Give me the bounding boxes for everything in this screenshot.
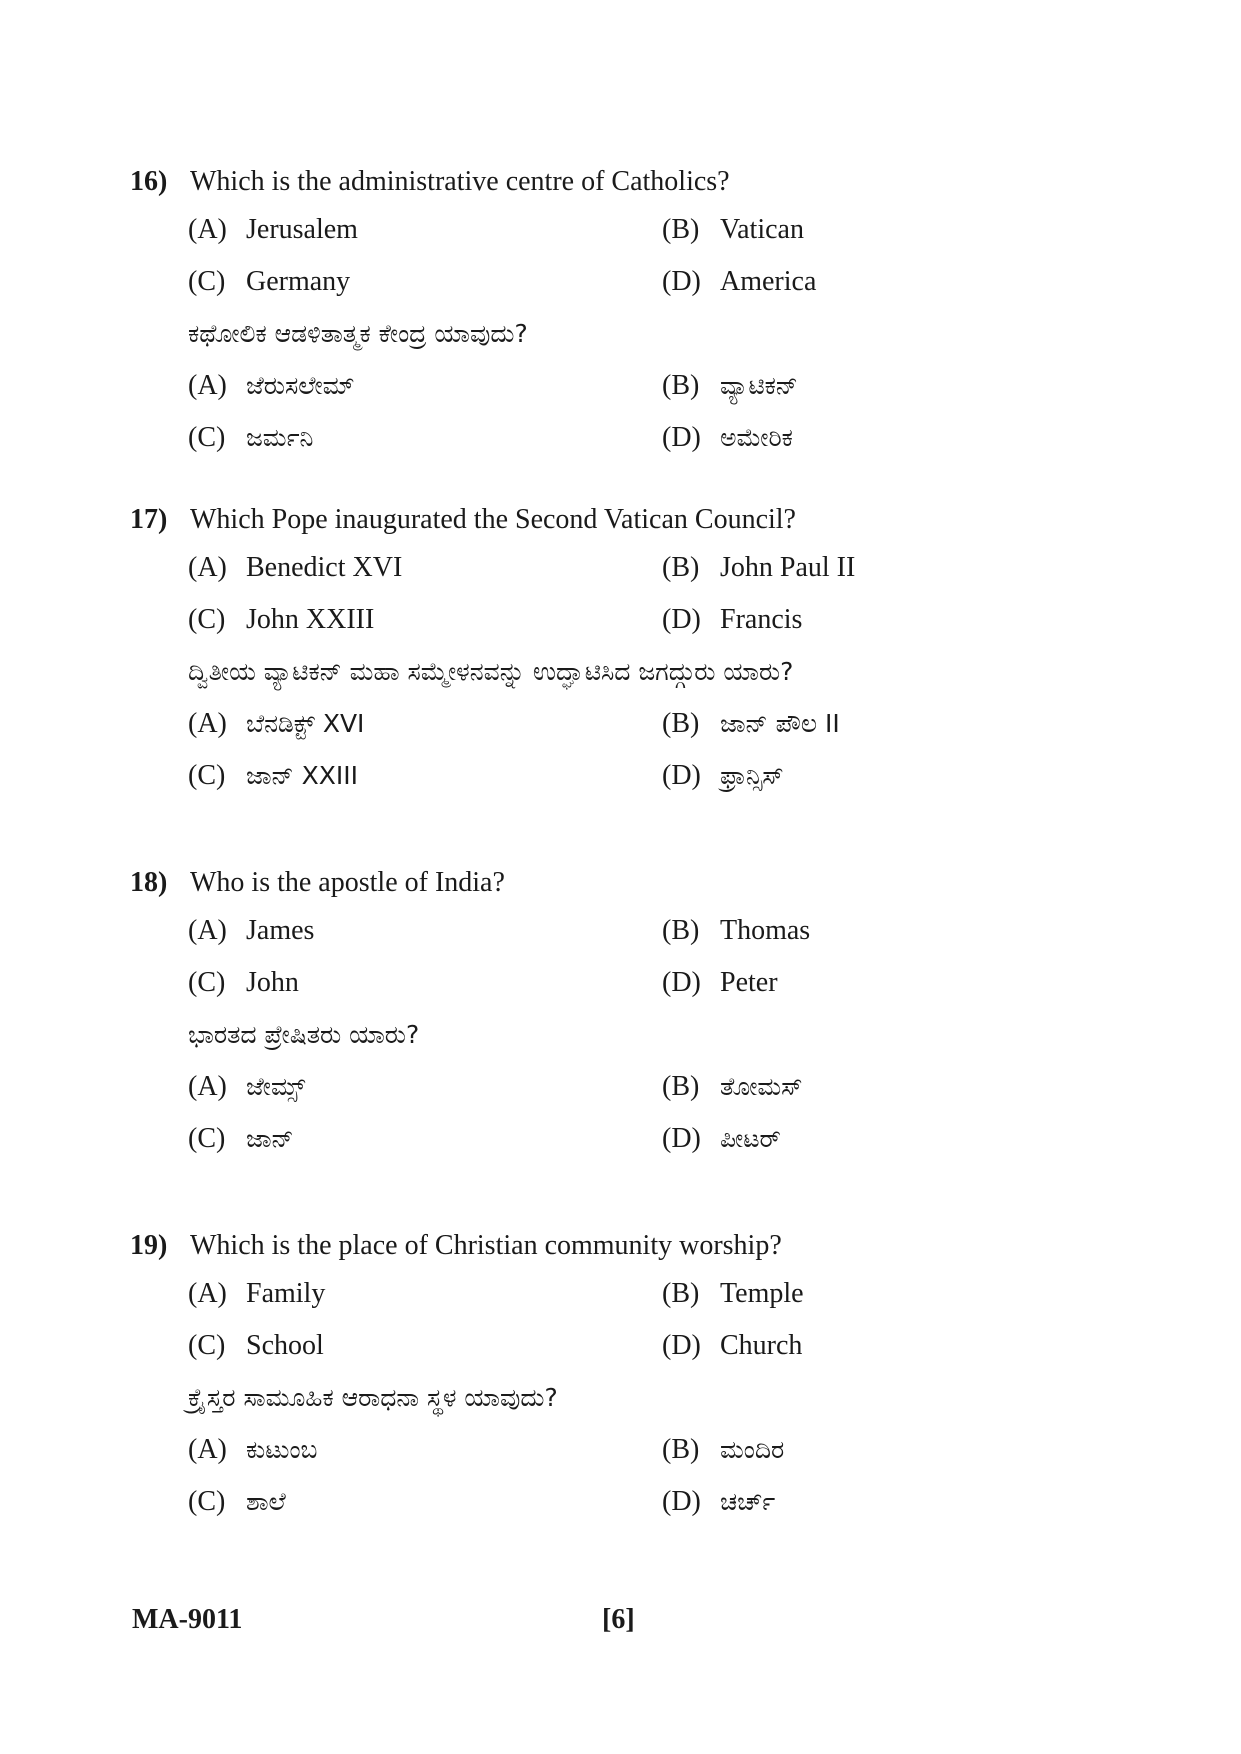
options-row — [130, 1268, 1130, 1320]
question-text-kannada: ದ್ವಿತೀಯ ವ್ಯಾಟಿಕನ್ ಮಹಾ ಸಮ್ಮೇಳನವನ್ನು ಉದ್ಘಾಟಿಸಿದ ಜಗದ್ಗುರು ಯಾರು? — [188, 657, 794, 686]
question-number: 18) — [130, 867, 168, 898]
option-b-kannada: (B) ತೋಮಸ್ — [662, 1071, 803, 1102]
option-c: (C) John XXIII — [188, 604, 375, 635]
option-c: (C) John — [188, 967, 299, 998]
paper-code: MA-9011 — [132, 1604, 243, 1635]
options-row-kannada — [130, 1113, 1130, 1165]
question-stem — [130, 160, 1130, 204]
page-number: [6] — [602, 1604, 635, 1635]
option-d: (D) Francis — [662, 604, 803, 635]
option-d-kannada: (D) ಅಮೇರಿಕ — [662, 422, 793, 453]
option-b-kannada: (B) ವ್ಯಾಟಿಕನ್ — [662, 370, 798, 401]
option-b: (B) Thomas — [662, 915, 811, 946]
question-text-kannada: ಕಥೋಲಿಕ ಆಡಳಿತಾತ್ಮಕ ಕೇಂದ್ರ ಯಾವುದು? — [188, 319, 528, 348]
option-b-kannada: (B) ಜಾನ್ ಪೌಲ II — [662, 708, 840, 739]
options-row — [130, 542, 1130, 594]
question-stem — [130, 1224, 1130, 1268]
options-row — [130, 256, 1130, 308]
option-a: (A) James — [188, 915, 315, 946]
option-d: (D) Peter — [662, 967, 778, 998]
option-c-kannada: (C) ಜಾನ್ — [188, 1123, 294, 1154]
question-17 — [130, 498, 1130, 802]
question-number: 17) — [130, 504, 168, 535]
option-c-kannada: (C) ಜರ್ಮನಿ — [188, 422, 314, 453]
options-row-kannada — [130, 1424, 1130, 1476]
option-d-kannada: (D) ಚರ್ಚ್ — [662, 1486, 776, 1517]
option-c: (C) Germany — [188, 266, 351, 297]
question-number: 19) — [130, 1230, 168, 1261]
question-16 — [130, 160, 1130, 464]
question-text-kannada: ಭಾರತದ ಪ್ರೇಷಿತರು ಯಾರು? — [188, 1020, 420, 1049]
option-c: (C) School — [188, 1330, 324, 1361]
question-text: Which is the place of Christian community worship? — [190, 1230, 782, 1261]
page-footer — [130, 1600, 1130, 1640]
question-text: Which Pope inaugurated the Second Vatican Council? — [190, 504, 796, 535]
options-row — [130, 957, 1130, 1009]
options-row-kannada — [130, 698, 1130, 750]
question-stem — [130, 498, 1130, 542]
options-row-kannada — [130, 360, 1130, 412]
question-number: 16) — [130, 166, 168, 197]
question-text: Who is the apostle of India? — [190, 867, 505, 898]
option-a-kannada: (A) ಜೆರುಸಲೇಮ್ — [188, 370, 355, 401]
option-a: (A) Benedict XVI — [188, 552, 403, 583]
options-row-kannada — [130, 412, 1130, 464]
option-b: (B) John Paul II — [662, 552, 856, 583]
options-row — [130, 594, 1130, 646]
option-c-kannada: (C) ಜಾನ್ XXIII — [188, 760, 358, 791]
question-text-kannada: ಕ್ರೈಸ್ತರ ಸಾಮೂಹಿಕ ಆರಾಧನಾ ಸ್ಥಳ ಯಾವುದು? — [188, 1383, 558, 1412]
option-a: (A) Jerusalem — [188, 214, 358, 245]
option-d-kannada: (D) ಪೀಟರ್ — [662, 1123, 781, 1154]
option-c-kannada: (C) ಶಾಲೆ — [188, 1486, 286, 1517]
option-d: (D) Church — [662, 1330, 803, 1361]
option-b: (B) Vatican — [662, 214, 804, 245]
option-a-kannada: (A) ಬೆನಡಿಕ್ಟ್ XVI — [188, 708, 365, 739]
option-a-kannada: (A) ಜೇಮ್ಸ್ — [188, 1071, 306, 1102]
option-b-kannada: (B) ಮಂದಿರ — [662, 1434, 785, 1465]
option-a: (A) Family — [188, 1278, 326, 1309]
options-row — [130, 204, 1130, 256]
option-d: (D) America — [662, 266, 817, 297]
question-19 — [130, 1224, 1130, 1528]
options-row-kannada — [130, 1476, 1130, 1528]
options-row-kannada — [130, 750, 1130, 802]
options-row — [130, 905, 1130, 957]
question-text: Which is the administrative centre of Catholics? — [190, 166, 730, 197]
question-stem — [130, 861, 1130, 905]
options-row-kannada — [130, 1061, 1130, 1113]
option-b: (B) Temple — [662, 1278, 804, 1309]
option-a-kannada: (A) ಕುಟುಂಬ — [188, 1434, 318, 1465]
question-18 — [130, 861, 1130, 1165]
option-d-kannada: (D) ಫ್ರಾನ್ಸಿಸ್ — [662, 760, 784, 791]
options-row — [130, 1320, 1130, 1372]
